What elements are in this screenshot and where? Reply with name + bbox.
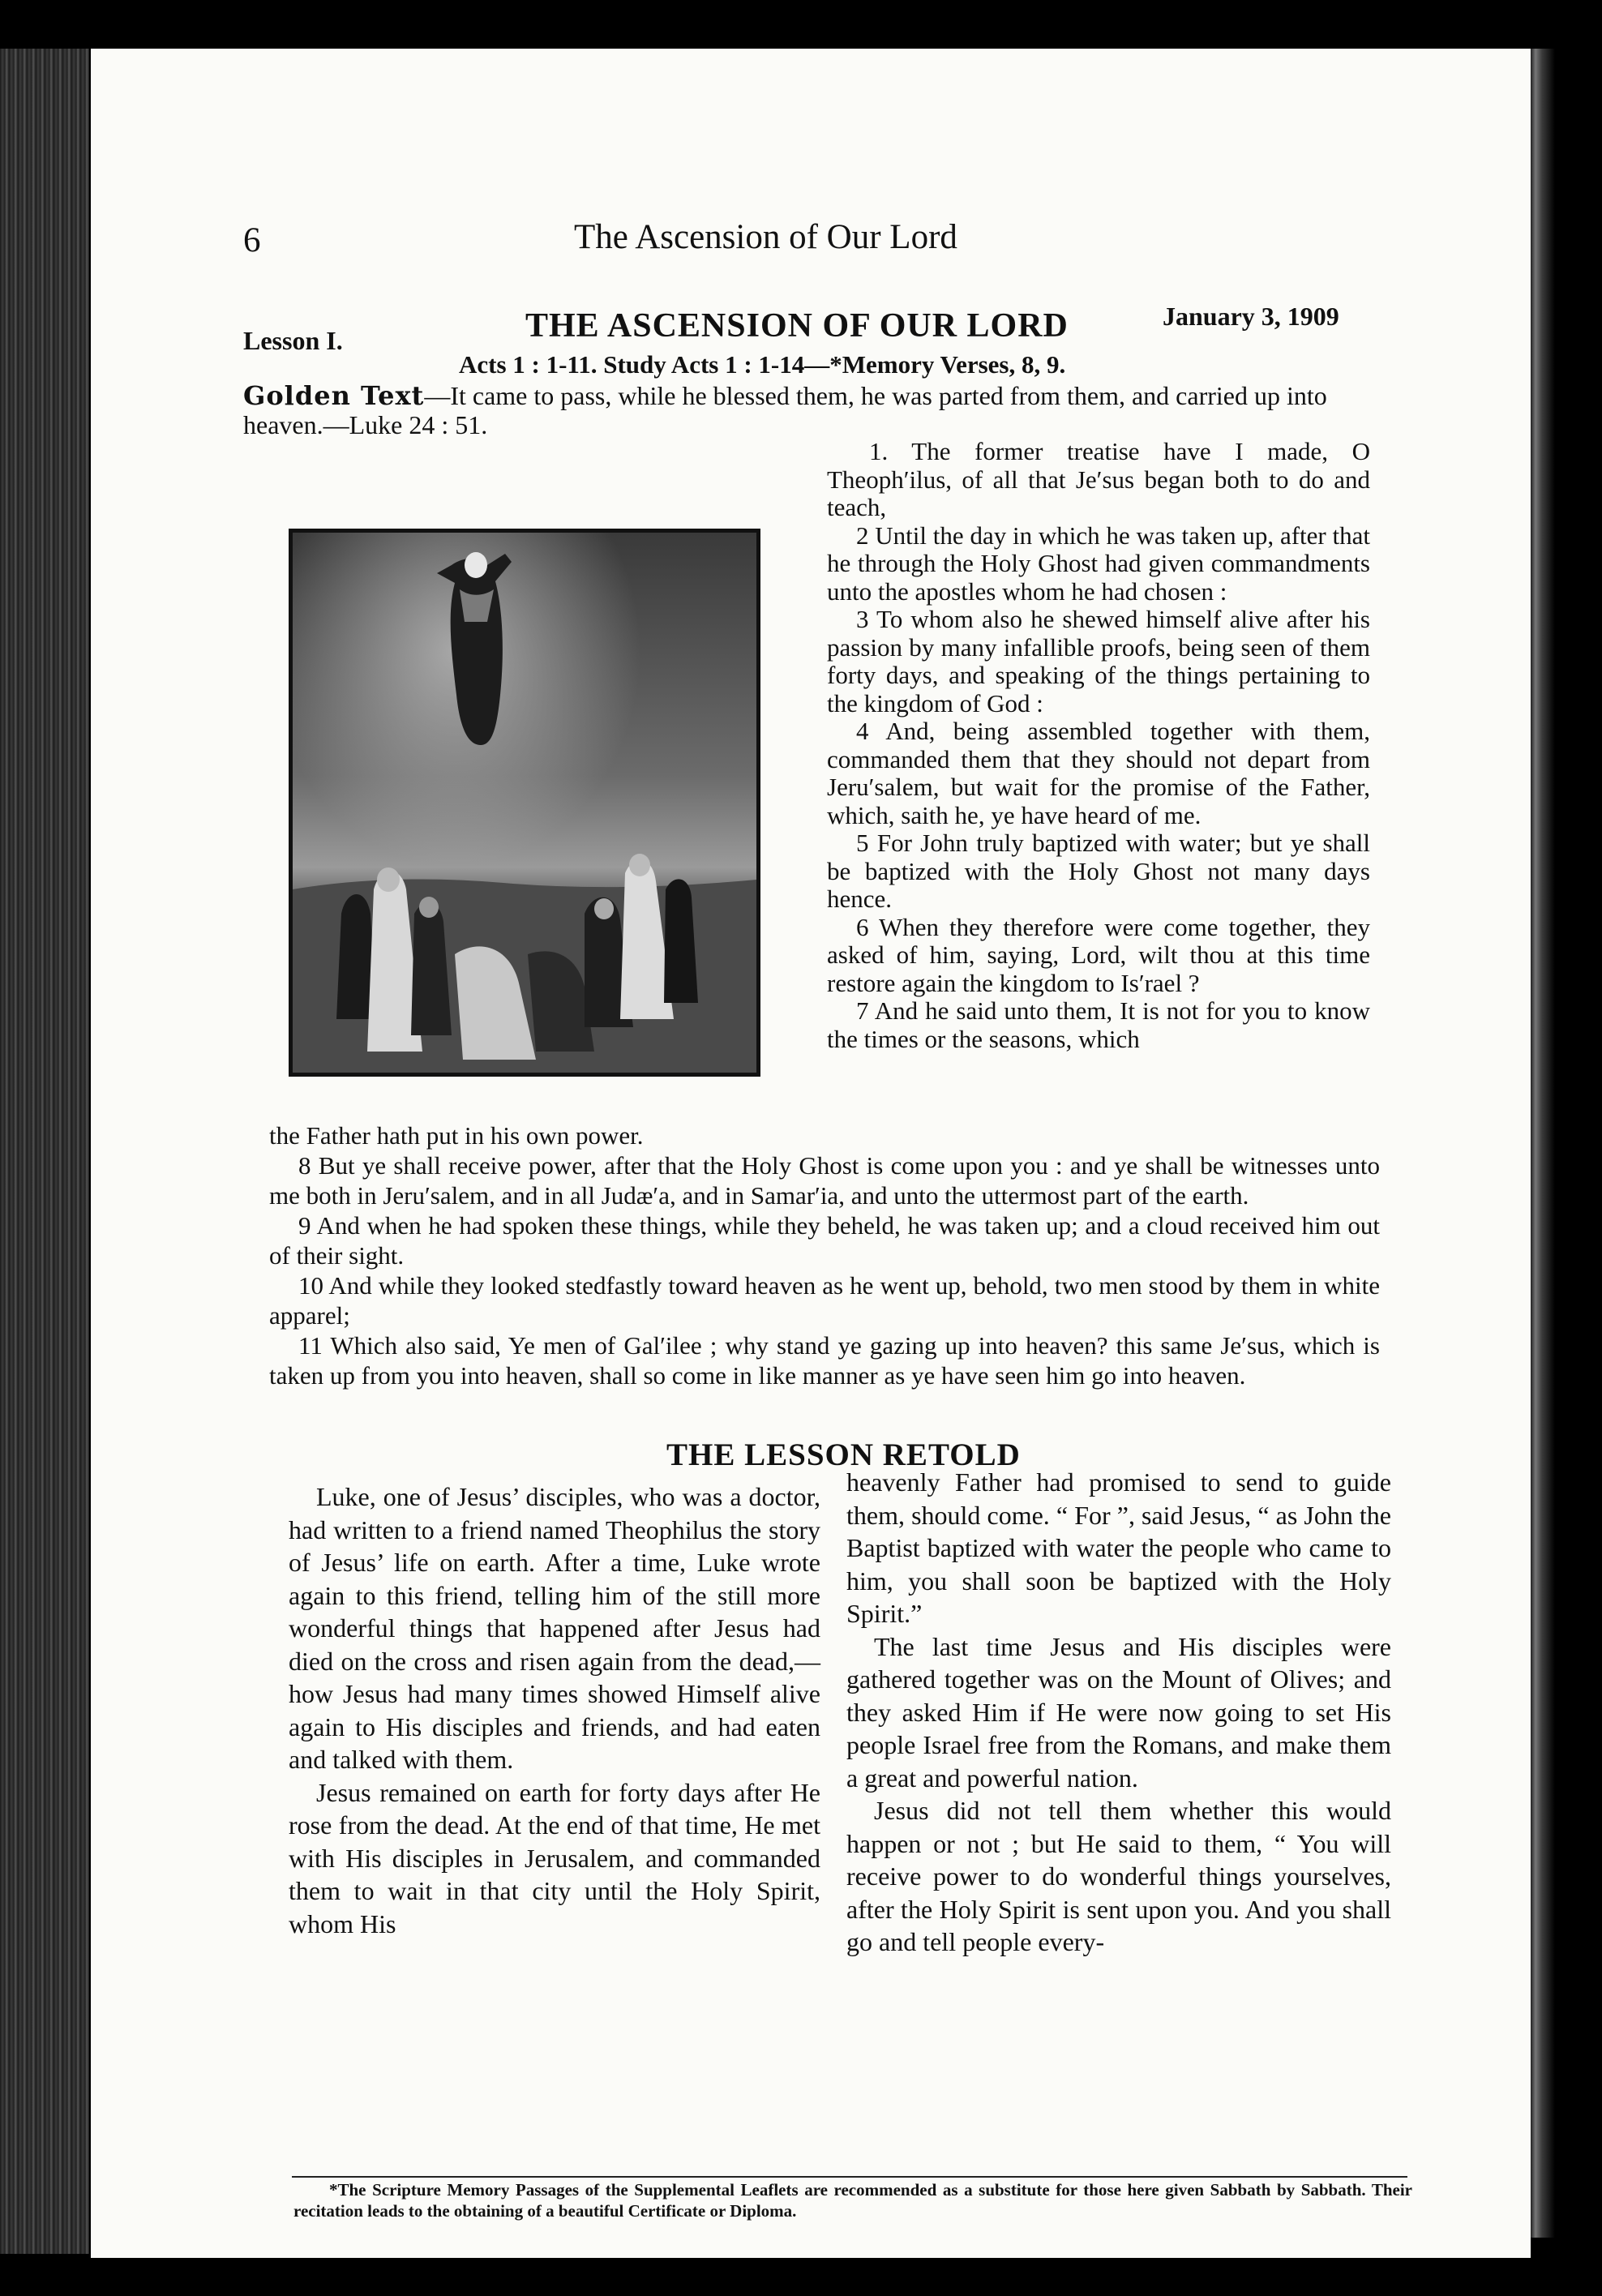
retold-paragraph: heavenly Father had promised to send to guide them, should come. “ For ”, said Jesus, “ as John the Baptist baptized with water the people who came to him, you shall soon be baptized with the Holy Spirit.” [846, 1467, 1391, 1628]
footnote-divider [292, 2176, 1407, 2178]
golden-text [243, 381, 1362, 439]
verse-paragraph: 5 For John truly baptized with water; but ye shall be baptized with the Holy Ghost not many days hence. [827, 829, 1370, 913]
verse-paragraph: 9 And when he had spoken these things, while they beheld, he was taken up; and a cloud received him out of their sight. [269, 1211, 1380, 1270]
footnote [293, 2179, 1412, 2221]
facing-page-edge [1531, 49, 1602, 2238]
retold-paragraph: Jesus did not tell them whether this would happen or not ; but He said to them, “ You will receive power to do wonderful things yourselves, after the Holy Spirit is sent upon you. And you shall go and tell people every- [846, 1796, 1391, 1956]
page-number: 6 [243, 221, 261, 259]
scripture-verses-column [827, 438, 1370, 1053]
retold-paragraph: Luke, one of Jesus’ disciples, who was a doctor, had written to a friend named Theophilus the story of Jesus’ life on earth. After a time, Luke wrote again to this friend, telling him of the still more wonderful things that happened after Jesus had died on the cross and risen again from the dead,—how Jesus had many times showed Himself alive again to His disciples and friends, and had eaten and talked with them. [289, 1482, 820, 1774]
retold-right-column [846, 1466, 1391, 1959]
verse-paragraph: 3 To whom also he shewed himself alive after his passion by many infallible proofs, being seen of them forty days, and speaking of the things pertaining to the kingdom of God : [827, 605, 1370, 718]
ascension-illustration [289, 529, 760, 1077]
lesson-retold-heading: THE LESSON RETOLD [666, 1437, 1021, 1472]
footnote-text: *The Scripture Memory Passages of the Supplemental Leaflets are recommended as a substitute for those here given Sabbath by Sabbath. Their recitation leads to the obtaining of a beautiful Certificate or Diploma. [293, 2180, 1412, 2221]
retold-paragraph: The last time Jesus and His disciples were gathered together was on the Mount of Olives; and they asked Him if He were now going to set His people Israel free from the Romans, and make them a great and powerful nation. [846, 1631, 1391, 1793]
lesson-date: January 3, 1909 [1163, 302, 1339, 331]
verse-paragraph: the Father hath put in his own power. [269, 1121, 644, 1150]
retold-paragraph: Jesus remained on earth for forty days after He rose from the dead. At the end of that time, He met with His disciples in Jerusalem, and commanded them to wait in that city until the Holy Spirit, whom His [289, 1777, 820, 1938]
golden-text-body: —It came to pass, while he blessed them, he was parted from them, and carried up into heaven.—Luke 24 : 51. [243, 381, 1327, 439]
lesson-reference: Acts 1 : 1-11. Study Acts 1 : 1-14—*Memory Verses, 8, 9. [459, 350, 1066, 379]
verse-paragraph: 7 And he said unto them, It is not for you to know the times or the seasons, which [827, 996, 1370, 1053]
lesson-label: Lesson I. [243, 326, 343, 355]
running-title: The Ascension of Our Lord [574, 218, 957, 256]
golden-text-label: Golden Text [243, 380, 425, 411]
lesson-title: THE ASCENSION OF OUR LORD [525, 307, 1069, 345]
verse-paragraph: 11 Which also said, Ye men of Gal′ilee ; why stand ye gazing up into heaven? this same Je′sus, which is taken up from you into heaven, shall so come in like manner as ye have seen him go into heaven. [269, 1331, 1380, 1390]
retold-left-column [289, 1480, 820, 1940]
verse-paragraph: 2 Until the day in which he was taken up, after that he through the Holy Ghost had given commandments unto the apostles whom he had chosen : [827, 520, 1370, 606]
verse-paragraph: 4 And, being assembled together with them, commanded them that they should not depart from Jeru′salem, but wait for the promise of the Father, which, saith he, ye have heard of me. [827, 717, 1370, 829]
verse-paragraph: 1. The former treatise have I made, O Theoph′ilus, of all that Je′sus began both to do and teach, [827, 437, 1370, 521]
verse-paragraph: 6 When they therefore were come together, they asked of him, saying, Lord, wilt thou at this time restore again the kingdom to Is′rael ? [827, 912, 1370, 997]
book-binding-edge [0, 49, 89, 2254]
ascension-engraving-icon [293, 533, 756, 1073]
verse-paragraph: 10 And while they looked stedfastly toward heaven as he went up, behold, two men stood by them in white apparel; [269, 1271, 1380, 1330]
verse-paragraph: 8 But ye shall receive power, after that the Holy Ghost is come upon you : and ye shall be witnesses unto me both in Jeru′salem, and in all Judæ′a, and in Samar′ia, and unto the uttermost part of the earth. [269, 1151, 1380, 1210]
scripture-verses-full-width [269, 1120, 1380, 1390]
